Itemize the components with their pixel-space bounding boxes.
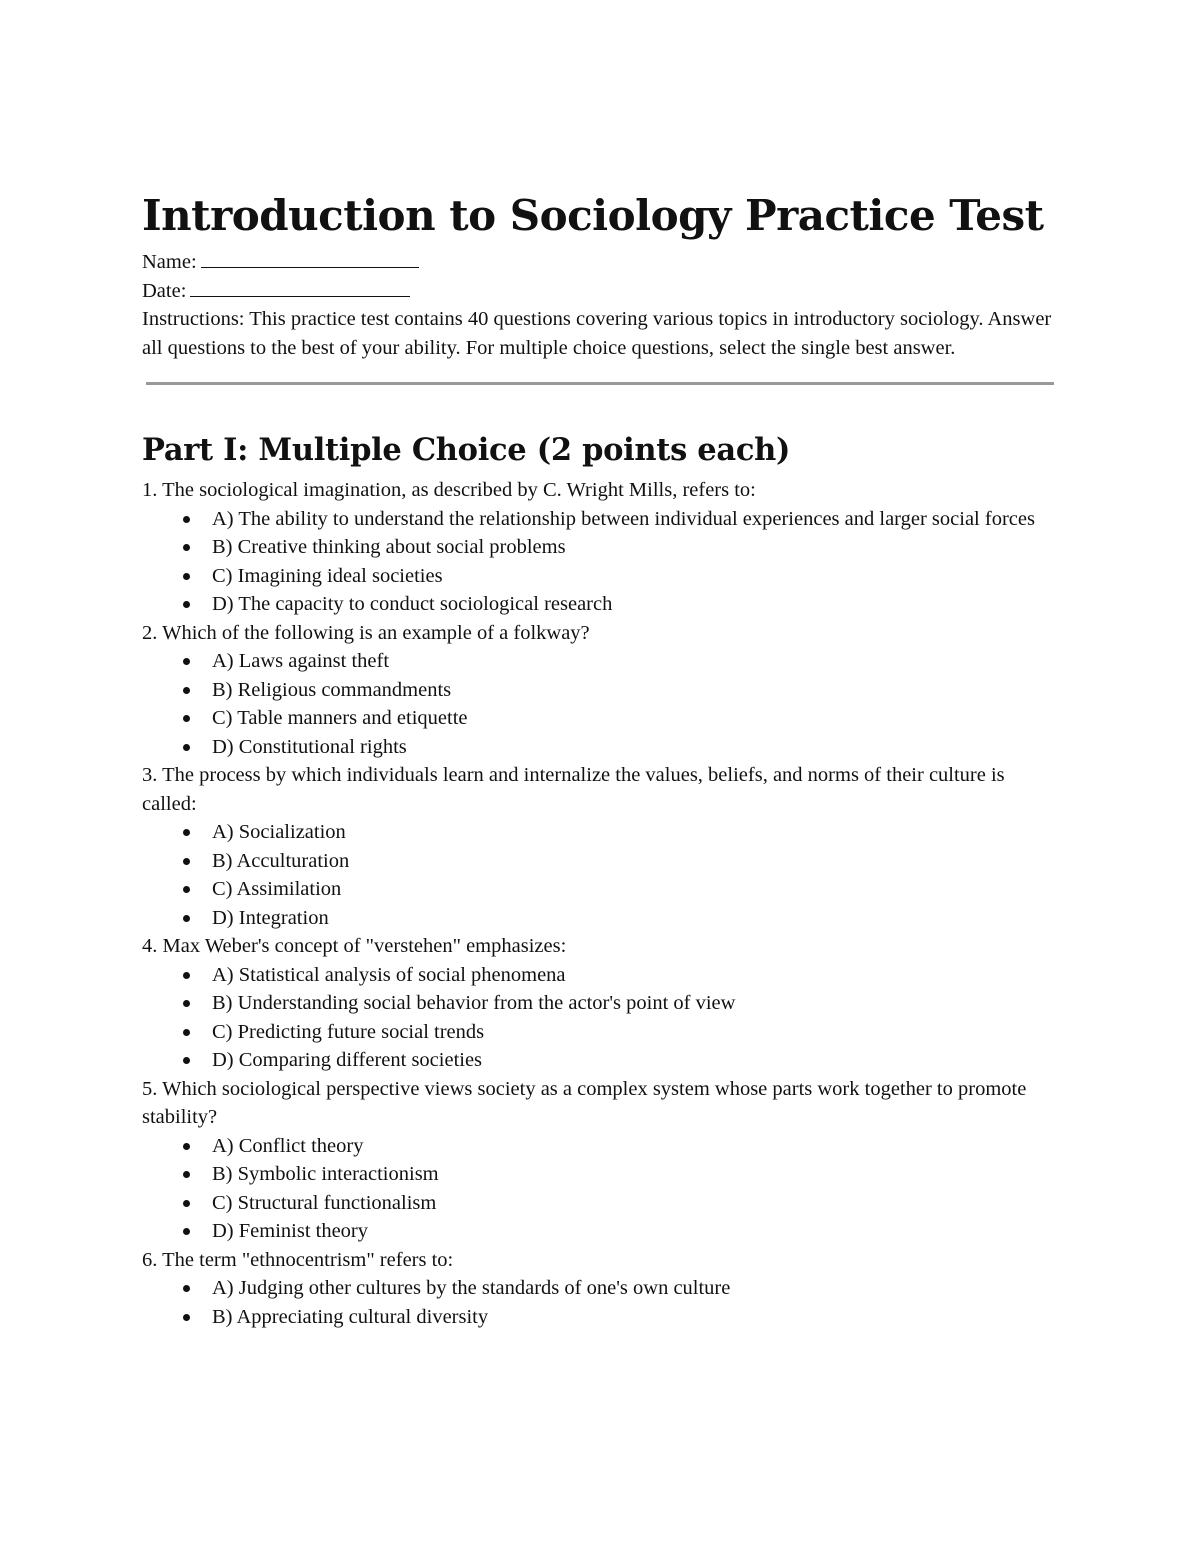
option-c: C) Predicting future social trends: [212, 1018, 1054, 1047]
option-list: [142, 961, 1054, 1075]
option-d: D) The capacity to conduct sociological research: [212, 590, 1054, 619]
option-d: D) Integration: [212, 904, 1054, 933]
option-a: A) Conflict theory: [212, 1132, 1054, 1161]
document-page: [142, 188, 1054, 1331]
question-list: [142, 476, 1054, 1331]
option-list: [142, 505, 1054, 619]
question-text: 6. The term "ethnocentrism" refers to:: [142, 1248, 454, 1271]
option-list: [142, 647, 1054, 761]
option-list: [142, 1132, 1054, 1246]
section-title-part-1: Part I: Multiple Choice (2 points each): [142, 432, 791, 468]
question-4: [142, 932, 1054, 1075]
option-b: B) Creative thinking about social problems: [212, 533, 1054, 562]
question-text: 4. Max Weber's concept of "verstehen" emphasizes:: [142, 935, 567, 957]
header-fields: [142, 248, 1054, 362]
option-a: A) The ability to understand the relationship between individual experiences and larger social forces: [212, 505, 1054, 534]
question-text: 3. The process by which individuals learn and internalize the values, beliefs, and norms of their culture is called:: [142, 764, 1005, 815]
date-blank-line: [190, 278, 410, 297]
question-5: [142, 1075, 1054, 1246]
option-a: A) Laws against theft: [212, 647, 1054, 676]
section-divider: [146, 382, 1054, 385]
option-a: A) Socialization: [212, 818, 1054, 847]
date-label: Date:: [142, 279, 187, 302]
option-d: D) Comparing different societies: [212, 1046, 1054, 1075]
option-c: C) Table manners and etiquette: [212, 704, 1054, 733]
option-d: D) Feminist theory: [212, 1217, 1054, 1246]
option-b: B) Appreciating cultural diversity: [212, 1303, 1054, 1332]
option-c: C) Assimilation: [212, 875, 1054, 904]
name-label: Name:: [142, 251, 197, 273]
option-b: B) Religious commandments: [212, 676, 1054, 705]
option-list: [142, 1274, 1054, 1331]
option-list: [142, 818, 1054, 932]
question-1: [142, 476, 1054, 619]
option-b: B) Symbolic interactionism: [212, 1160, 1054, 1189]
option-d: D) Constitutional rights: [212, 733, 1054, 762]
question-text: 2. Which of the following is an example of a folkway?: [142, 621, 590, 644]
option-b: B) Acculturation: [212, 847, 1054, 876]
date-field: [142, 277, 1054, 306]
option-b: B) Understanding social behavior from the actor's point of view: [212, 989, 1054, 1018]
question-text: 5. Which sociological perspective views society as a complex system whose parts work together to promote stability?: [142, 1077, 1027, 1128]
name-field: [142, 248, 1054, 277]
question-text: 1. The sociological imagination, as described by C. Wright Mills, refers to:: [142, 479, 756, 501]
question-2: [142, 619, 1054, 762]
option-c: C) Imagining ideal societies: [212, 562, 1054, 591]
option-a: A) Statistical analysis of social phenomena: [212, 961, 1054, 990]
page-title: Introduction to Sociology Practice Test: [142, 191, 1044, 240]
instructions-text: Instructions: This practice test contains 40 questions covering various topics in introductory sociology. Answer all questions to the best of your ability. For multiple choice questions, select the single best answer.: [142, 308, 1052, 359]
option-a: A) Judging other cultures by the standards of one's own culture: [212, 1274, 1054, 1303]
name-blank-line: [201, 249, 419, 268]
question-3: [142, 761, 1054, 932]
question-6: [142, 1246, 1054, 1332]
option-c: C) Structural functionalism: [212, 1189, 1054, 1218]
